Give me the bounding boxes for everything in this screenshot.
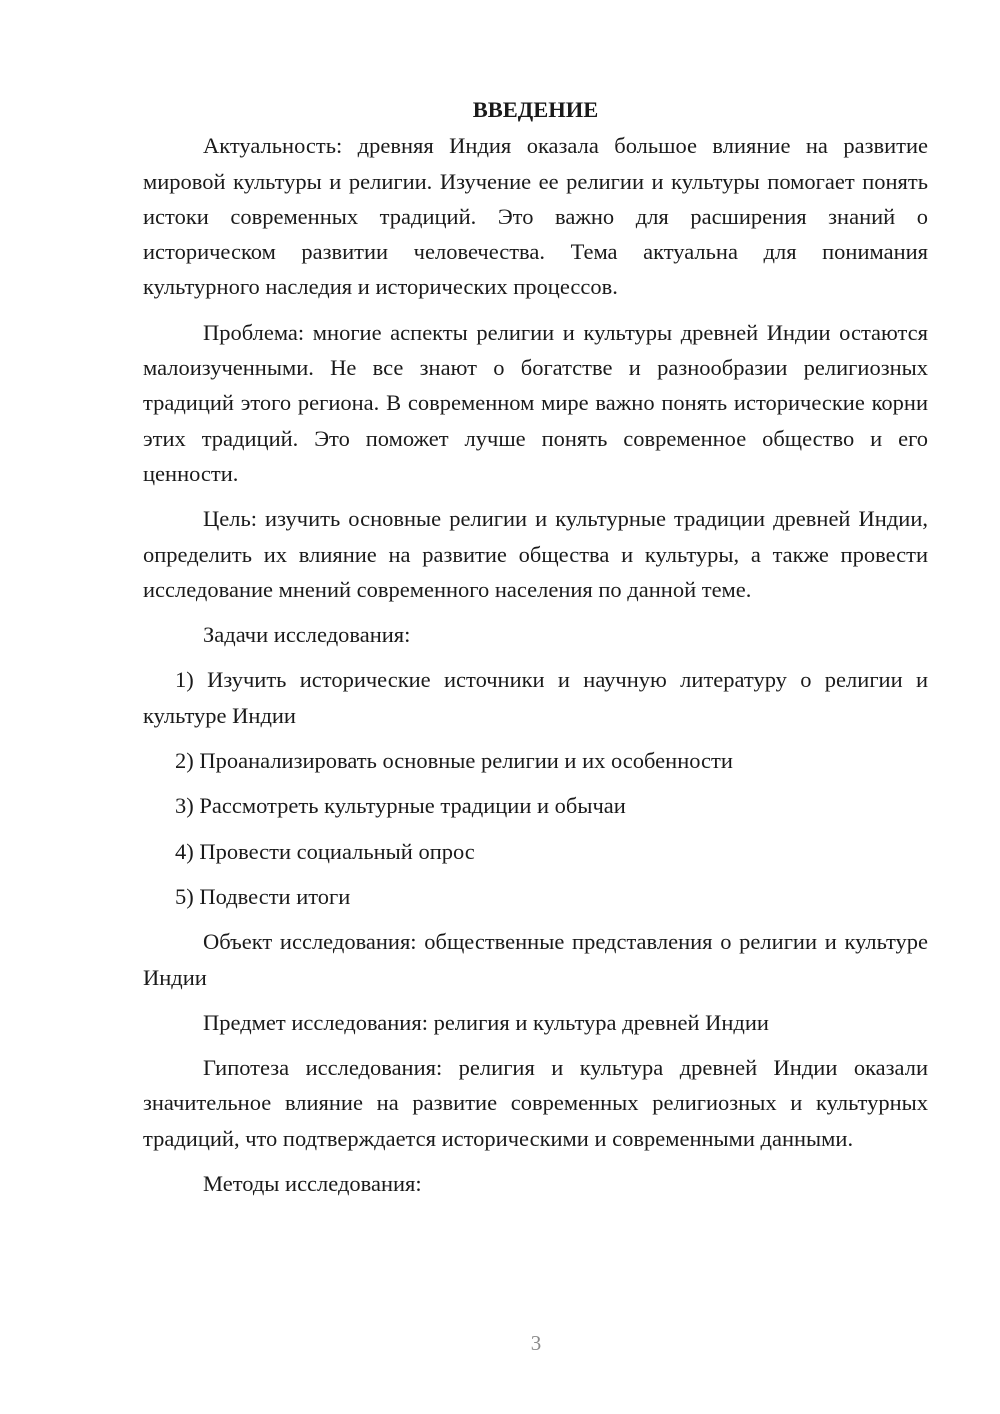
- methods-heading: Методы исследования:: [203, 1171, 422, 1197]
- section-title: ВВЕДЕНИЕ: [472, 97, 599, 122]
- list-item-task-2: 2) Проанализировать основные религии и их особенности: [175, 748, 733, 774]
- page-number: 3: [530, 1331, 542, 1355]
- paragraph-hypothesis: Гипотеза исследования: религия и культура древней Индии оказали значительное влияние на развитие современных религиозных и культурных традиций, что подтверждается историческими и современными данными.: [143, 1055, 928, 1151]
- document-page: [143, 92, 928, 1211]
- paragraph-subject: Предмет исследования: религия и культура древней Индии: [203, 1009, 769, 1035]
- paragraph-problem: Проблема: многие аспекты религии и культуры древней Индии остаются малоизученными. Не все знают о богатстве и разнообразии религиозных традиций этого региона. В современном мире важно понять исторические корни этих традиций. Это поможет лучше понять современное общество и его ценности.: [143, 319, 928, 486]
- paragraph-object: Объект исследования: общественные представления о религии и культуре Индии: [143, 929, 928, 990]
- tasks-heading: Задачи исследования:: [203, 622, 411, 648]
- list-item-task-4: 4) Провести социальный опрос: [175, 838, 475, 864]
- list-item-task-1: 1) Изучить исторические источники и научную литературу о религии и культуре Индии: [143, 667, 928, 728]
- tasks-list: [143, 662, 928, 914]
- list-item-task-3: 3) Рассмотреть культурные традиции и обычаи: [175, 793, 626, 819]
- list-item-task-5: 5) Подвести итоги: [175, 883, 351, 909]
- paragraph-relevance: Актуальность: древняя Индия оказала большое влияние на развитие мировой культуры и религии. Изучение ее религии и культуры помогает понять истоки современных традиций. Это важно для расширения знаний о историческом развитии человечества. Тема актуальна для понимания культурного наследия и исторических процессов.: [143, 133, 928, 300]
- paragraph-goal: Цель: изучить основные религии и культурные традиции древней Индии, определить их влияние на развитие общества и культуры, а также провести исследование мнений современного населения по данной теме.: [143, 506, 928, 602]
